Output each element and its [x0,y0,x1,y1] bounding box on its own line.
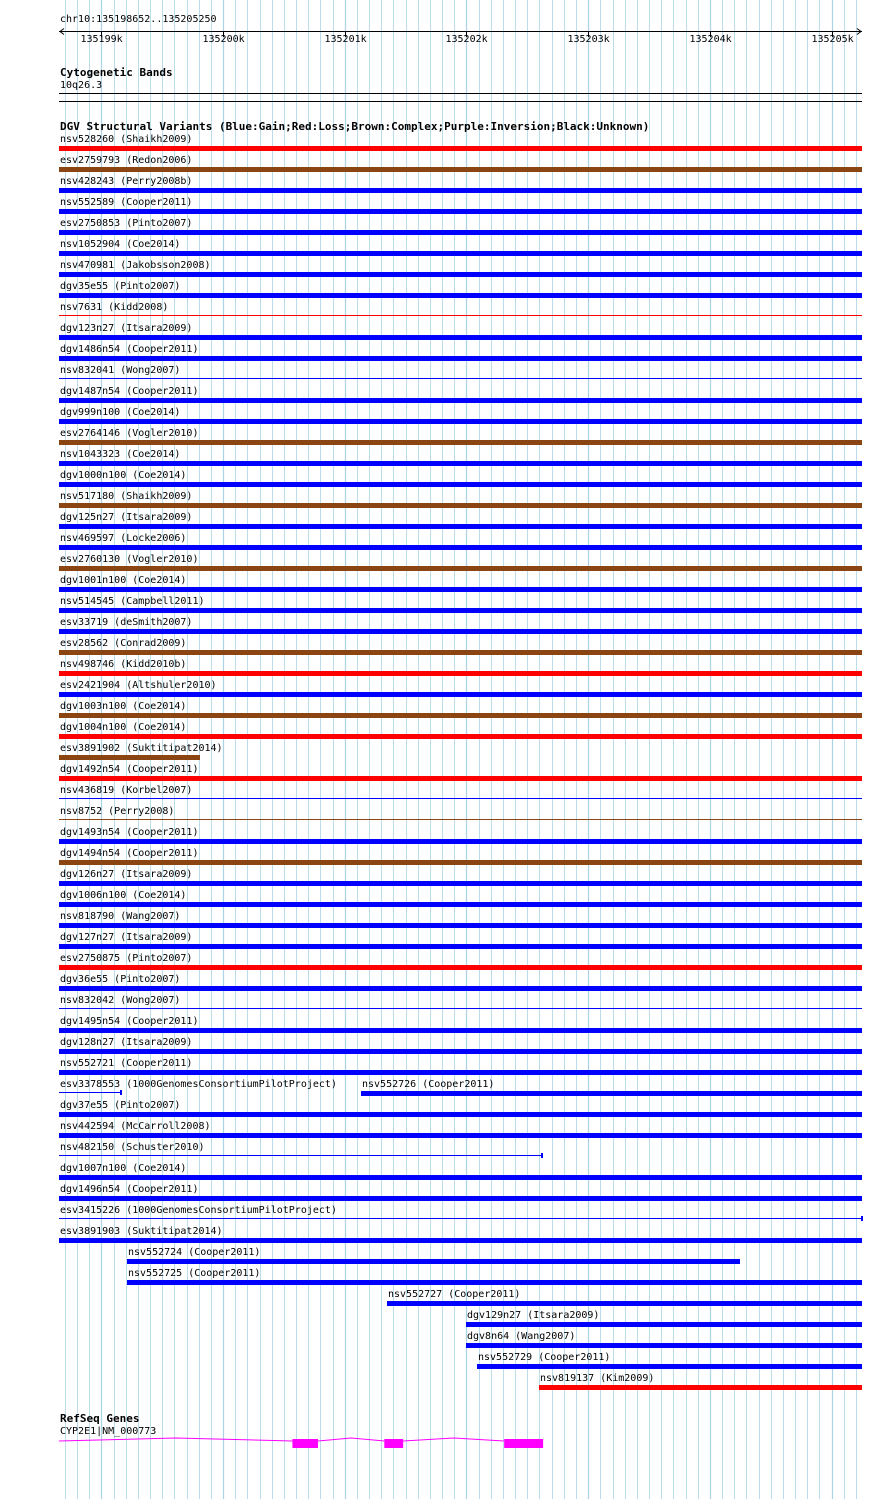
ruler-tick-label: 135201k [324,34,367,45]
variant-bar[interactable] [466,1322,862,1327]
variant-bar[interactable] [59,1196,862,1201]
variant-label[interactable]: nsv552724 (Cooper2011) [128,1247,261,1258]
variant-label[interactable]: esv2760130 (Vogler2010) [60,554,199,565]
variant-bar[interactable] [59,1238,862,1243]
variant-label[interactable]: esv3415226 (1000GenomesConsortiumPilotProject) [60,1205,337,1216]
variant-bar[interactable] [59,1028,862,1033]
variant-bar-endcap [541,1153,543,1158]
variant-bar[interactable] [477,1364,862,1369]
variant-label[interactable]: nsv1052904 (Coe2014) [60,239,181,250]
ruler-tick-label: 135203k [567,34,610,45]
variant-label[interactable]: nsv528260 (Shaikh2009) [60,134,193,145]
variant-bar[interactable] [59,713,862,718]
variant-bar[interactable] [59,1175,862,1180]
variant-bar[interactable] [59,860,862,865]
variant-label[interactable]: dgv125n27 (Itsara2009) [60,512,193,523]
variant-bar[interactable] [59,1155,542,1156]
variant-label[interactable]: nsv552589 (Cooper2011) [60,197,193,208]
variant-bar[interactable] [59,419,862,424]
variant-bar[interactable] [59,251,862,256]
variant-bar[interactable] [59,587,862,592]
variant-bar[interactable] [59,440,862,445]
variant-label[interactable]: nsv819137 (Kim2009) [540,1373,655,1384]
variant-label[interactable]: dgv36e55 (Pinto2007) [60,974,181,985]
variant-label[interactable]: nsv1043323 (Coe2014) [60,449,181,460]
ruler-tick-label: 135200k [202,34,245,45]
cytoband-line-top [59,93,862,94]
variant-bar[interactable] [59,230,862,235]
variant-bar[interactable] [59,146,862,151]
variant-label[interactable]: nsv552721 (Cooper2011) [60,1058,193,1069]
variant-bar[interactable] [539,1385,862,1390]
variant-label[interactable]: dgv123n27 (Itsara2009) [60,323,193,334]
variant-bar[interactable] [59,839,862,844]
refseq-gene-label[interactable]: CYP2E1|NM_000773 [60,1426,157,1437]
variant-label[interactable]: nsv8752 (Perry2008) [60,806,175,817]
variant-bar[interactable] [59,734,862,739]
cytoband-label: 10q26.3 [60,80,103,91]
variant-label[interactable]: nsv517180 (Shaikh2009) [60,491,193,502]
variant-bar[interactable] [59,482,862,487]
variant-bar[interactable] [59,335,862,340]
variant-bar[interactable] [59,188,862,193]
variant-label[interactable]: dgv35e55 (Pinto2007) [60,281,181,292]
gene-exon[interactable] [292,1439,318,1448]
cytoband-track-title[interactable]: Cytogenetic Bands [60,66,173,79]
variant-bar[interactable] [59,1070,862,1075]
variant-bar-endcap [861,1216,863,1221]
gene-exon[interactable] [504,1439,543,1448]
variant-bar[interactable] [466,1343,862,1348]
variant-bar[interactable] [59,209,862,214]
ruler-tick-label: 135204k [689,34,732,45]
variant-label[interactable]: dgv126n27 (Itsara2009) [60,869,193,880]
variant-label[interactable]: nsv482150 (Schuster2010) [60,1142,205,1153]
variant-bar[interactable] [59,566,862,571]
variant-bar[interactable] [59,524,862,529]
variant-bar[interactable] [59,378,862,379]
variant-bar[interactable] [59,545,862,550]
variant-label[interactable]: dgv1007n100 (Coe2014) [60,1163,187,1174]
variant-label[interactable]: esv2750853 (Pinto2007) [60,218,193,229]
variant-bar[interactable] [59,1112,862,1117]
variant-bar[interactable] [59,167,862,172]
variant-bar[interactable] [59,608,862,613]
variant-bar[interactable] [387,1301,862,1306]
variant-bar[interactable] [59,902,862,907]
variant-label[interactable]: nsv428243 (Perry2008b) [60,176,193,187]
variant-label[interactable]: nsv469597 (Locke2006) [60,533,187,544]
variant-bar[interactable] [59,272,862,277]
gene-exon[interactable] [384,1439,403,1448]
variant-label[interactable]: esv33719 (deSmith2007) [60,617,193,628]
variant-bar[interactable] [59,293,862,298]
variant-bar[interactable] [59,356,862,361]
variant-label[interactable]: dgv1494n54 (Cooper2011) [60,848,199,859]
variant-bar[interactable] [59,819,862,820]
ruler-tick-label: 135199k [80,34,123,45]
ruler-tick-label: 135202k [445,34,488,45]
variant-label[interactable]: dgv1001n100 (Coe2014) [60,575,187,586]
variant-label[interactable]: nsv832042 (Wong2007) [60,995,181,1006]
variant-label[interactable]: dgv1496n54 (Cooper2011) [60,1184,199,1195]
variant-bar[interactable] [127,1280,862,1285]
variant-bar[interactable] [59,1218,862,1219]
variant-label[interactable]: nsv498746 (Kidd2010b) [60,659,187,670]
variant-label[interactable]: nsv552727 (Cooper2011) [388,1289,521,1300]
variant-bar[interactable] [59,650,862,655]
variant-bar[interactable] [59,461,862,466]
dgv-track-title[interactable]: DGV Structural Variants (Blue:Gain;Red:Loss;Brown:Complex;Purple:Inversion;Black:Unknown) [60,120,650,133]
variant-label[interactable]: nsv7631 (Kidd2008) [60,302,169,313]
variant-bar[interactable] [59,1049,862,1054]
variant-label[interactable]: nsv514545 (Campbell2011) [60,596,205,607]
variant-bar[interactable] [59,965,862,970]
variant-label[interactable]: dgv1493n54 (Cooper2011) [60,827,199,838]
variant-label[interactable]: dgv1486n54 (Cooper2011) [60,344,199,355]
variant-label[interactable]: esv2750875 (Pinto2007) [60,953,193,964]
variant-bar[interactable] [59,398,862,403]
refseq-gene-model [59,1438,543,1448]
variant-label[interactable]: nsv818790 (Wang2007) [60,911,181,922]
variant-label[interactable]: esv2759793 (Redon2006) [60,155,193,166]
variant-label[interactable]: nsv552729 (Cooper2011) [478,1352,611,1363]
variant-label[interactable]: nsv552726 (Cooper2011) [362,1079,495,1090]
variant-label[interactable]: esv28562 (Conrad2009) [60,638,187,649]
variant-label[interactable]: nsv552725 (Cooper2011) [128,1268,261,1279]
variant-label[interactable]: esv2421904 (Altshuler2010) [60,680,217,691]
variant-label[interactable]: dgv128n27 (Itsara2009) [60,1037,193,1048]
variant-label[interactable]: nsv832041 (Wong2007) [60,365,181,376]
variant-label[interactable]: esv3378553 (1000GenomesConsortiumPilotProject) [60,1079,337,1090]
variant-bar[interactable] [59,798,862,799]
variant-label[interactable]: nsv442594 (McCarroll2008) [60,1121,211,1132]
variant-bar[interactable] [59,776,862,781]
variant-label[interactable]: dgv1492n54 (Cooper2011) [60,764,199,775]
variant-bar[interactable] [59,944,862,949]
variant-bar[interactable] [59,1008,862,1009]
variant-bar[interactable] [59,629,862,634]
variant-label[interactable]: esv2764146 (Vogler2010) [60,428,199,439]
variant-bar[interactable] [59,755,200,760]
variant-label[interactable]: dgv1000n100 (Coe2014) [60,470,187,481]
variant-bar[interactable] [59,1092,121,1093]
variant-bar[interactable] [361,1091,862,1096]
variant-label[interactable]: dgv8n64 (Wang2007) [467,1331,576,1342]
variant-bar[interactable] [59,671,862,676]
variant-label[interactable]: dgv1495n54 (Cooper2011) [60,1016,199,1027]
variant-label[interactable]: nsv470981 (Jakobsson2008) [60,260,211,271]
variant-label[interactable]: dgv1004n100 (Coe2014) [60,722,187,733]
variant-bar[interactable] [59,315,862,316]
variant-bar[interactable] [127,1259,740,1264]
variant-bar[interactable] [59,881,862,886]
variant-label[interactable]: dgv129n27 (Itsara2009) [467,1310,600,1321]
variant-bar[interactable] [59,986,862,991]
variant-label[interactable]: esv3891902 (Suktitipat2014) [60,743,223,754]
variant-bar[interactable] [59,1133,862,1138]
variant-label[interactable]: dgv1006n100 (Coe2014) [60,890,187,901]
refseq-track-title[interactable]: RefSeq Genes [60,1412,140,1425]
variant-label[interactable]: dgv999n100 (Coe2014) [60,407,181,418]
ruler-tick-label: 135205k [811,34,854,45]
variant-label[interactable]: dgv37e55 (Pinto2007) [60,1100,181,1111]
variant-label[interactable]: nsv436819 (Korbel2007) [60,785,193,796]
cytoband-line-bottom [59,101,862,102]
ruler-location: chr10:135198652..135205250 [60,14,217,25]
variant-bar[interactable] [59,923,862,928]
variant-bar[interactable] [59,692,862,697]
variant-bar[interactable] [59,503,862,508]
variant-label[interactable]: dgv127n27 (Itsara2009) [60,932,193,943]
variant-label[interactable]: esv3891903 (Suktitipat2014) [60,1226,223,1237]
variant-label[interactable]: dgv1487n54 (Cooper2011) [60,386,199,397]
variant-label[interactable]: dgv1003n100 (Coe2014) [60,701,187,712]
